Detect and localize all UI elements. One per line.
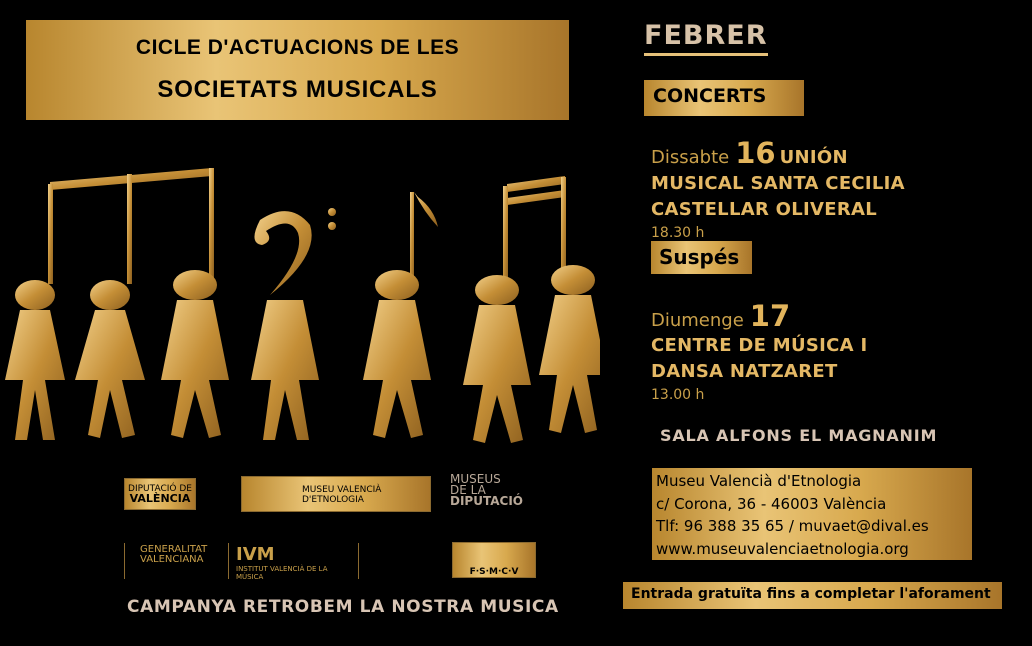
logo-text: MUSEU VALENCIÀ xyxy=(302,485,382,495)
title-line-1: CICLE D'ACTUACIONS DE LES xyxy=(135,36,460,59)
street-address: c/ Corona, 36 - 46003 València xyxy=(656,494,887,513)
title-line-2: SOCIETATS MUSICALS xyxy=(157,76,438,103)
logo-text: VALÈNCIA xyxy=(129,492,191,505)
event-date-number: 16 xyxy=(735,136,776,170)
address-box xyxy=(652,468,972,560)
website: www.museuvalenciaetnologia.org xyxy=(656,539,909,558)
event-name-line: DANSA NATZARET xyxy=(651,361,838,382)
event-1 xyxy=(651,136,905,241)
logo-text: DIPUTACIÓ DE xyxy=(128,484,192,494)
generalitat-valenciana-logo xyxy=(140,545,220,577)
logo-text: MUSEUS xyxy=(450,472,501,486)
event-name-line: CASTELLAR OLIVERAL xyxy=(651,199,878,220)
ivm-logo xyxy=(236,544,346,581)
event-time: 18.30 h xyxy=(651,225,705,241)
venue-name: SALA ALFONS EL MAGNANIM xyxy=(660,426,938,445)
suspended-badge: Suspés xyxy=(651,241,752,274)
logo-text: GENERALITAT xyxy=(140,544,208,555)
event-name-line: UNIÓN xyxy=(779,147,848,168)
event-date-number: 17 xyxy=(749,299,791,333)
walking-music-figures-illustration xyxy=(0,160,600,450)
logo-text: VALENCIANA xyxy=(140,554,204,565)
museu-valencia-etnologia-logo xyxy=(241,476,431,512)
campaign-title: CAMPANYA RETROBEM LA NOSTRA MUSICA xyxy=(127,597,559,617)
title-banner xyxy=(26,20,569,120)
logo-text: D'ETNOLOGIA xyxy=(302,495,364,505)
event-day: Diumenge xyxy=(651,310,744,331)
logo-text: DE LA xyxy=(450,483,486,497)
diputacio-valencia-logo xyxy=(124,478,196,510)
museum-name: Museu Valencià d'Etnologia xyxy=(656,472,862,490)
logo-divider xyxy=(124,543,125,579)
logo-text: F·S·M·C·V xyxy=(469,567,519,577)
event-name-line: MUSICAL SANTA CECILIA xyxy=(651,173,905,194)
month-heading: FEBRER xyxy=(644,20,768,56)
contact-info: Tlf: 96 388 35 65 / muvaet@dival.es xyxy=(656,517,929,535)
museus-diputacio-logo xyxy=(450,474,538,514)
logo-divider xyxy=(358,543,359,579)
event-day: Dissabte xyxy=(651,147,730,168)
logo-divider xyxy=(228,543,229,579)
event-2 xyxy=(651,299,867,403)
logo-text: INSTITUT VALENCIÀ DE LA MÚSICA xyxy=(236,565,328,581)
free-entry-note: Entrada gratuïta fins a completar l'aforament xyxy=(623,582,1002,609)
logo-text: DIPUTACIÓ xyxy=(450,494,523,508)
event-name-line: CENTRE DE MÚSICA I xyxy=(651,335,868,356)
fsmcv-logo xyxy=(452,542,536,578)
event-time: 13.00 h xyxy=(651,387,705,403)
logo-text: IVM xyxy=(236,544,275,565)
concerts-label: CONCERTS xyxy=(644,80,804,116)
